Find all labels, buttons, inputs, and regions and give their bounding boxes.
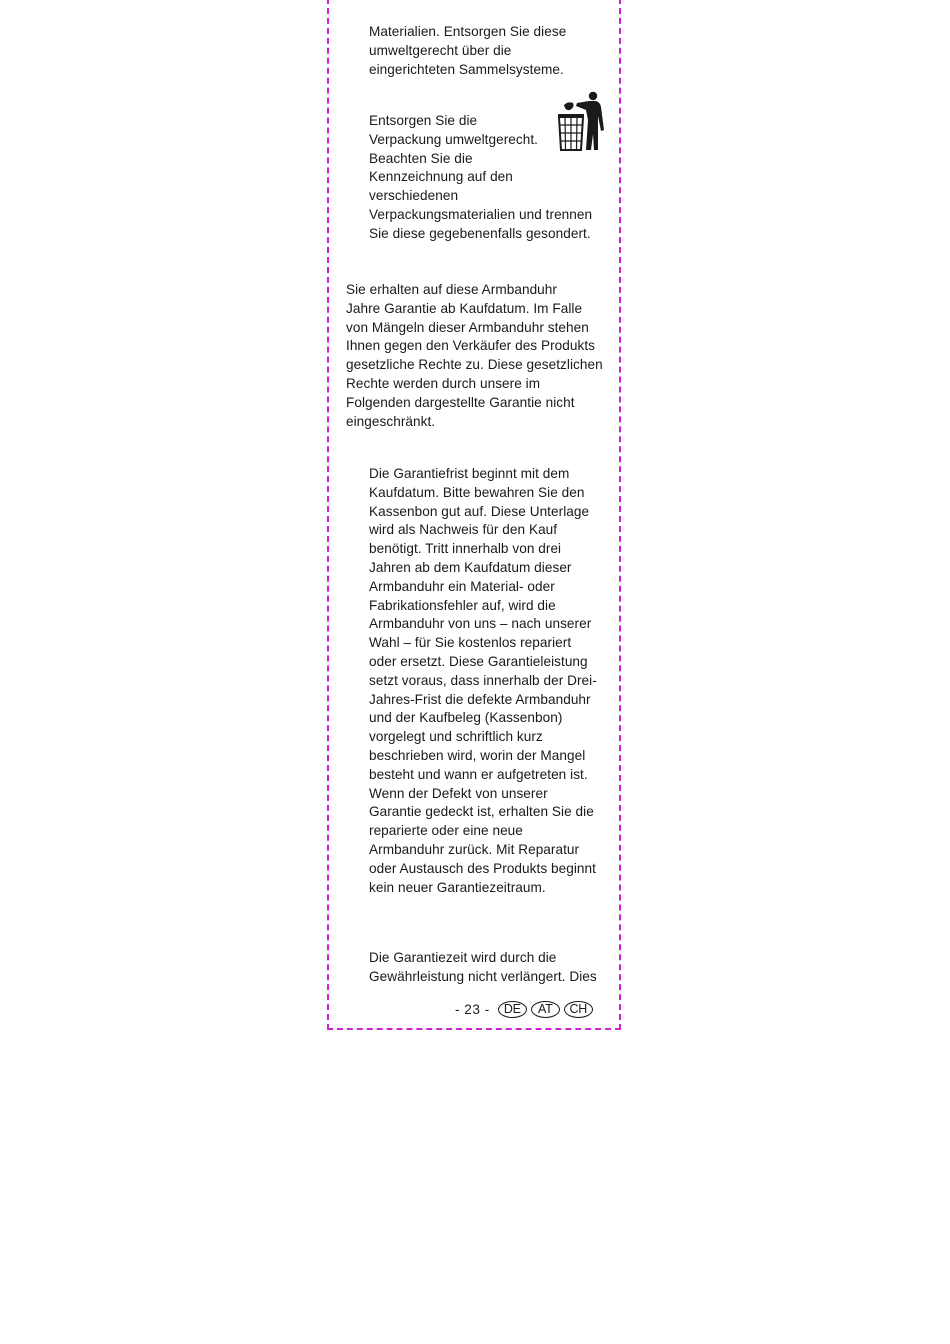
country-badge-ch: CH (564, 1001, 593, 1018)
page-footer (455, 998, 597, 1020)
country-badge-de: DE (498, 1001, 527, 1018)
warranty-intro-paragraph: Sie erhalten auf diese Armbanduhr Jahre Garantie ab Kaufdatum. Im Falle von Mängeln dieser Armbanduhr stehen Ihnen gegen den Verkäufer des Produkts gesetzliche Rechte zu. Diese gesetzlichen Rechte werden durch unsere im Folgenden dargestellte Garantie nicht eingeschränkt. (346, 282, 603, 429)
country-badge-at: AT (531, 1001, 560, 1018)
disposal-packaging-paragraph: Entsorgen Sie die Verpackung umweltgerecht. Beachten Sie die Kennzeichnung auf den verschiedenen Verpackungsmaterialien und trennen Sie diese gegebenenfalls gesondert. (369, 113, 593, 241)
warranty-period-paragraph: Die Garantiezeit wird durch die Gewährleistung nicht verlängert. Dies (369, 950, 597, 984)
warranty-conditions-paragraph: Die Garantiefrist beginnt mit dem Kaufdatum. Bitte bewahren Sie den Kassenbon gut auf. Diese Unterlage wird als Nachweis für den Kauf benötigt. Tritt innerhalb von drei Jahren ab dem Kaufdatum dieser Armbanduhr ein Material- oder Fabrikationsfehler auf, wird die Armbanduhr von uns – nach unserer Wahl – für Sie kostenlos repariert oder ersetzt. Diese Garantieleistung setzt voraus, dass innerhalb der Drei- Jahres-Frist die defekte Armbanduhr und der Kaufbeleg (Kassenbon) vorgelegt und schriftlich kurz beschrieben wird, worin der Mangel besteht und wann er aufgetreten ist. Wenn der Defekt von unserer Garantie gedeckt ist, erhalten Sie die reparierte oder eine neue Armbanduhr zurück. Mit Reparatur oder Austausch des Produkts beginnt kein neuer Garantiezeitraum. (369, 466, 597, 895)
page-number: - 23 - (455, 1001, 490, 1017)
disposal-materials-paragraph: Materialien. Entsorgen Sie diese umweltgerecht über die eingerichteten Sammelsysteme. (369, 24, 567, 77)
trash-bin-person-icon (556, 90, 606, 154)
